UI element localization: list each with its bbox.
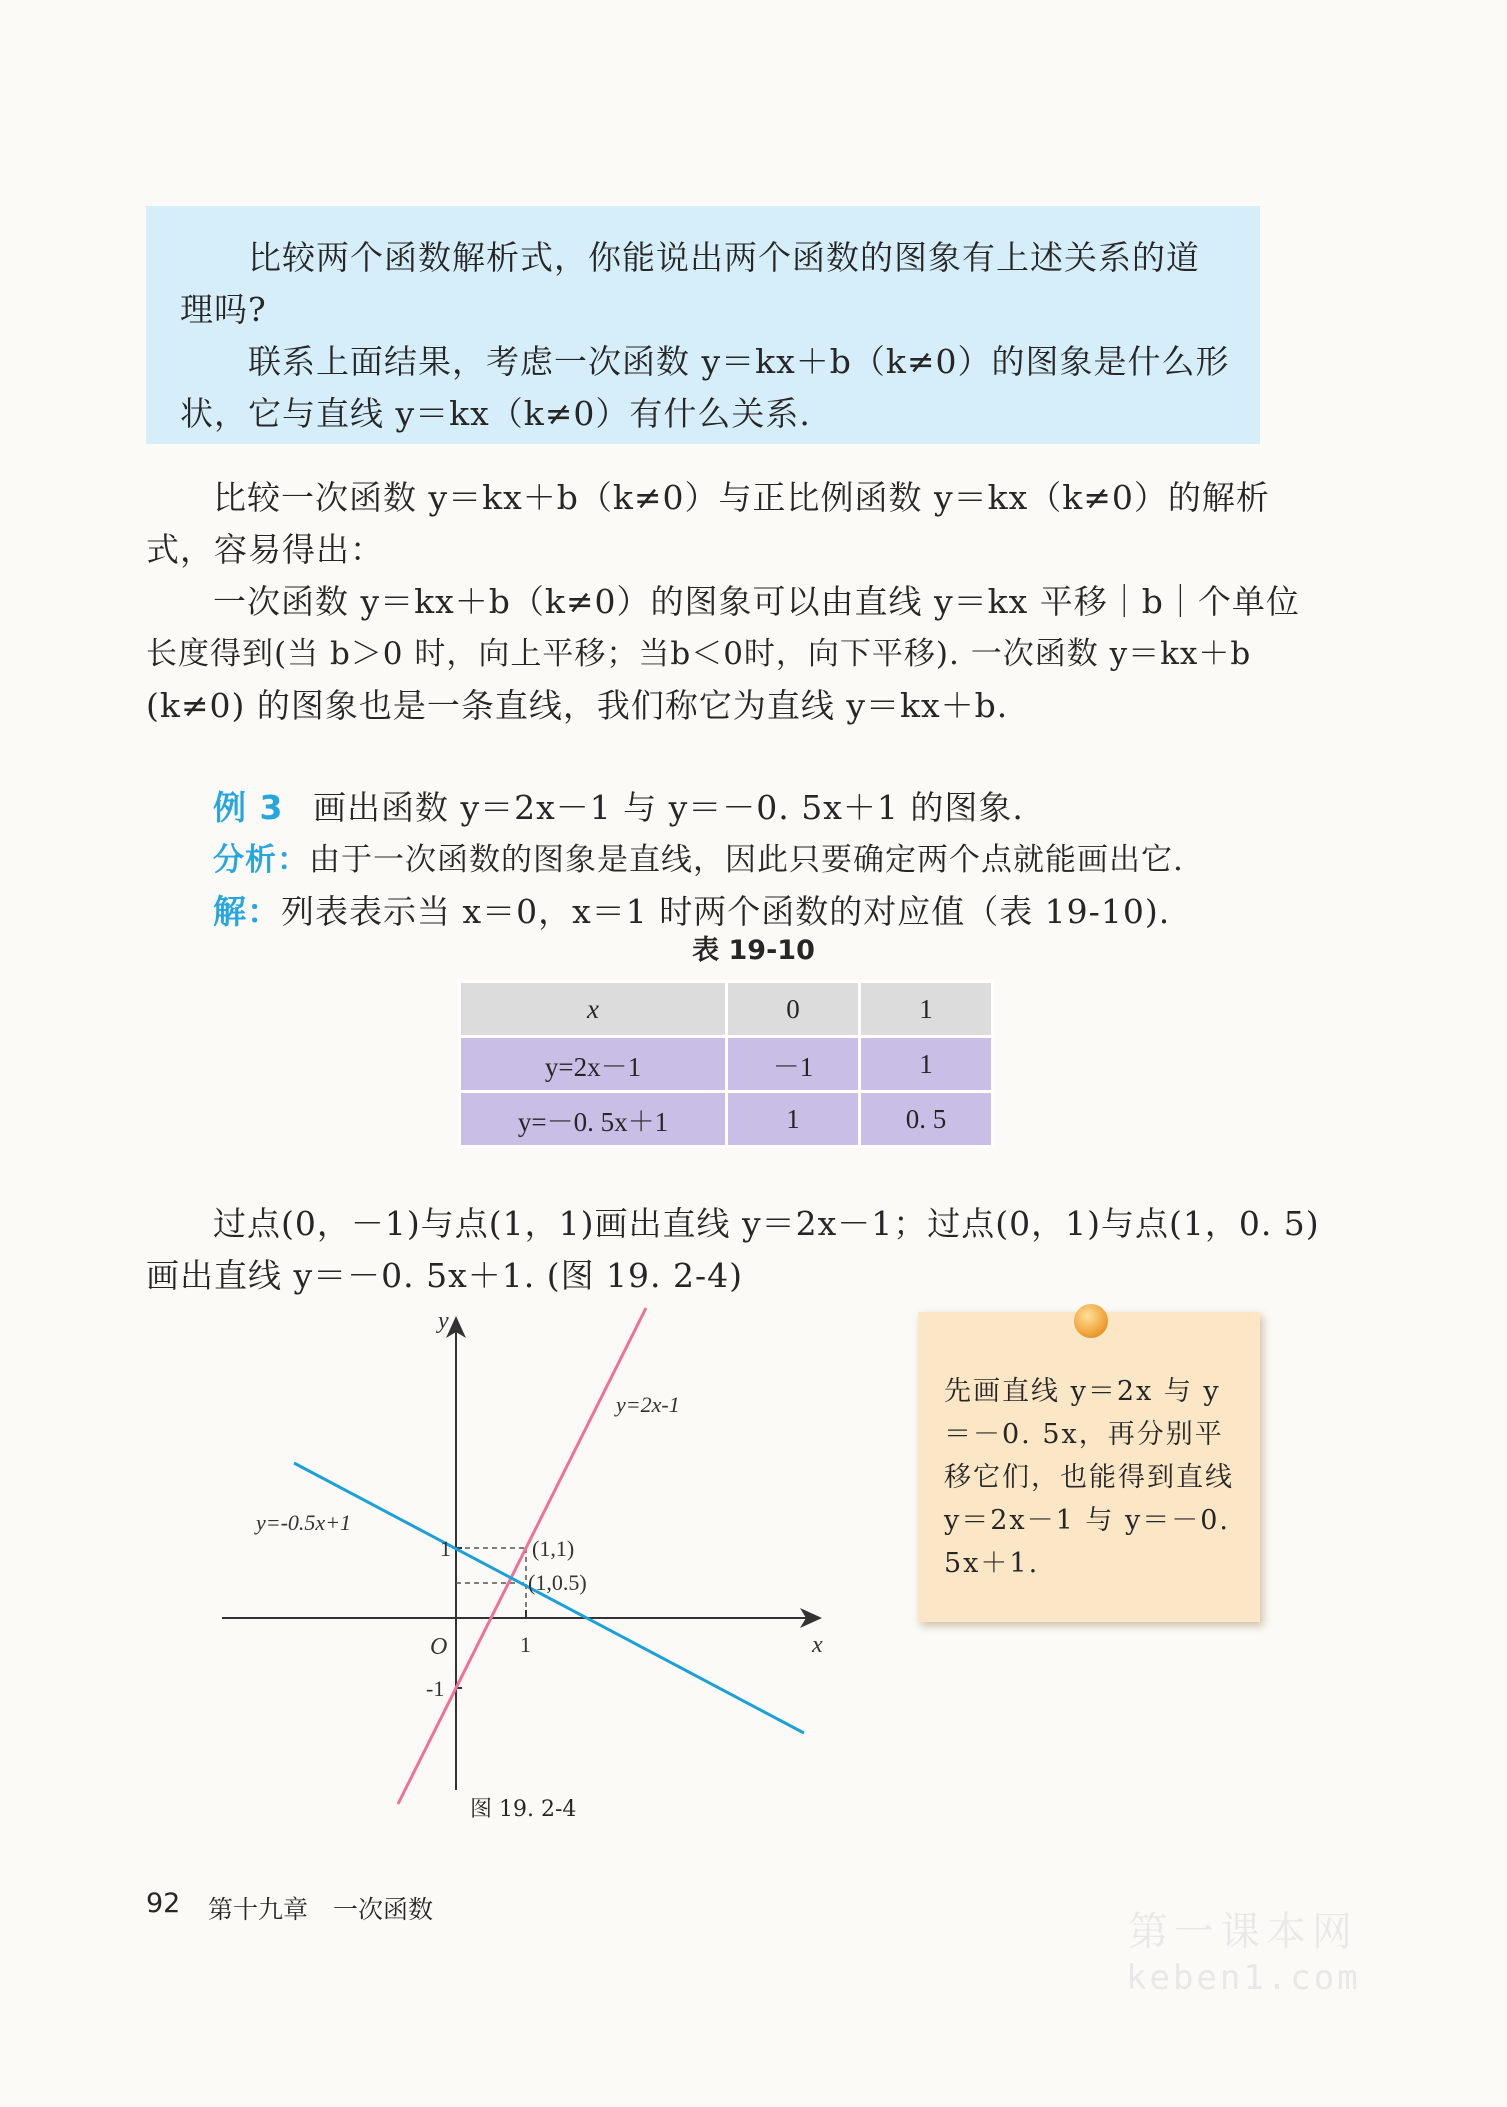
table-header-cell: x [460,982,727,1037]
x-axis-label: x [812,1632,823,1658]
analysis-label: 分析： [213,842,309,878]
solution-text: 列表表示当 x＝0，x＝1 时两个函数的对应值（表 19-10). [281,892,1171,931]
example-text: 画出函数 y＝2x－1 与 y＝－0. 5x＋1 的图象. [312,788,1024,827]
table-cell: 1 [727,1092,860,1147]
table-cell: y=2x－1 [460,1037,727,1092]
table-header-cell: 0 [727,982,860,1037]
chapter-title: 第十九章 一次函数 [208,1895,434,1924]
after-table-line-2: 画出直线 y＝－0. 5x＋1. (图 19. 2-4) [146,1256,744,1295]
pin-icon [1074,1304,1108,1338]
paragraph-1-line-1: 比较一次函数 y＝kx＋b（k≠0）与正比例函数 y＝kx（k≠0）的解析 [213,478,1270,517]
y-axis-label: y [438,1308,449,1334]
point-1-05-label: (1,0.5) [528,1570,587,1595]
site-watermark: 第一课本网 [1128,1909,1358,1955]
figure-caption: 图 19. 2-4 [470,1797,577,1822]
tick-yneg1-label: -1 [426,1676,445,1701]
table-cell: －1 [727,1037,860,1092]
paragraph-2-line-2: 长度得到(当 b＞0 时，向上平移；当b＜0时，向下平移). 一次函数 y＝kx＋b [146,636,1252,672]
line-y-2x-1 [398,1308,646,1804]
paragraph-1-line-2: 式，容易得出： [146,530,384,569]
table-cell: y=－0. 5x＋1 [460,1092,727,1147]
line-y-neg05x-1-label: y=-0.5x+1 [256,1510,352,1535]
paragraph-2-line-1: 一次函数 y＝kx＋b（k≠0）的图象可以由直线 y＝kx 平移｜b｜个单位 [213,582,1300,621]
question-line-2: 理吗? [180,290,267,329]
tick-x1-label: 1 [520,1632,531,1657]
tick-y1-label: 1 [440,1536,451,1561]
question-line-1: 比较两个函数解析式，你能说出两个函数的图象有上述关系的道 [248,238,1200,277]
paragraph-2-line-3: (k≠0) 的图象也是一条直线，我们称它为直线 y＝kx＋b. [146,686,1009,725]
solution-label: 解： [213,892,281,931]
origin-label: O [430,1634,448,1660]
question-line-3: 联系上面结果，考虑一次函数 y＝kx＋b（k≠0）的图象是什么形 [248,342,1230,381]
line-y-2x-1-label: y=2x-1 [616,1392,680,1417]
table-caption: 表 19-10 [692,935,815,966]
table-header-cell: 1 [860,982,993,1037]
after-table-line-1: 过点(0，－1)与点(1，1)画出直线 y＝2x－1；过点(0，1)与点(1，0. 5) [213,1204,1320,1243]
site-url: keben1.com [1126,1958,1361,1998]
question-line-4: 状，它与直线 y＝kx（k≠0）有什么关系. [180,394,811,433]
analysis-text: 由于一次函数的图象是直线，因此只要确定两个点就能画出它. [309,842,1184,878]
table-cell: 1 [860,1037,993,1092]
example-label: 例 3 [213,788,284,827]
point-1-1-label: (1,1) [532,1536,575,1561]
table-cell: 0. 5 [860,1092,993,1147]
page-number: 92 [146,1888,181,1919]
note-text: 先画直线 y＝2x 与 y＝－0. 5x，再分别平移它们，也能得到直线 y＝2x－1 与 y＝－0. 5x＋1. [944,1376,1234,1579]
